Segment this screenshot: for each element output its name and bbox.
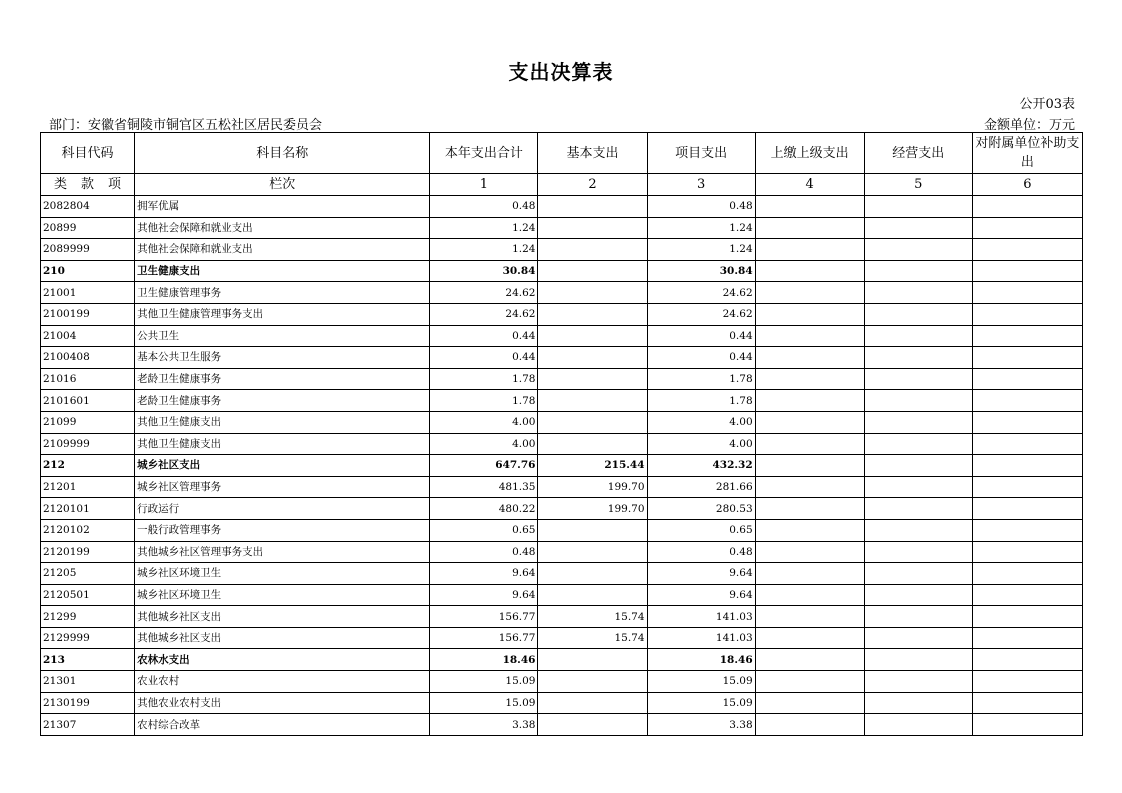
upper-cell — [755, 563, 864, 585]
name-cell: 其他卫生健康支出 — [135, 411, 430, 433]
basic-cell — [538, 239, 647, 261]
upper-cell — [755, 498, 864, 520]
upper-cell — [755, 649, 864, 671]
business-cell — [864, 303, 972, 325]
subsidy-cell — [972, 627, 1082, 649]
table-row — [41, 368, 1083, 390]
col-index-4: 4 — [755, 174, 864, 196]
code-cell: 2100408 — [41, 347, 135, 369]
name-cell: 一般行政管理事务 — [135, 519, 430, 541]
total-cell: 156.77 — [430, 627, 538, 649]
basic-cell — [538, 217, 647, 239]
project-cell: 1.24 — [647, 217, 755, 239]
basic-cell — [538, 368, 647, 390]
upper-cell — [755, 325, 864, 347]
table-row — [41, 433, 1083, 455]
upper-cell — [755, 303, 864, 325]
project-cell: 9.64 — [647, 563, 755, 585]
upper-cell — [755, 368, 864, 390]
form-number: 公开03表 — [1019, 97, 1075, 112]
business-cell — [864, 498, 972, 520]
subsidy-cell — [972, 455, 1082, 477]
business-cell — [864, 260, 972, 282]
code-cell: 20899 — [41, 217, 135, 239]
col-index-2: 2 — [538, 174, 647, 196]
subsidy-cell — [972, 196, 1082, 218]
col-index-3: 3 — [647, 174, 755, 196]
name-cell: 其他城乡社区支出 — [135, 627, 430, 649]
business-cell — [864, 692, 972, 714]
name-cell: 其他城乡社区支出 — [135, 606, 430, 628]
upper-cell — [755, 282, 864, 304]
table-row — [41, 476, 1083, 498]
name-cell: 行政运行 — [135, 498, 430, 520]
project-cell: 15.09 — [647, 671, 755, 693]
table-row — [41, 390, 1083, 412]
upper-cell — [755, 519, 864, 541]
table-row — [41, 411, 1083, 433]
subsidy-cell — [972, 649, 1082, 671]
name-cell: 老龄卫生健康事务 — [135, 390, 430, 412]
basic-cell: 15.74 — [538, 627, 647, 649]
name-cell: 其他社会保障和就业支出 — [135, 217, 430, 239]
kind-lei: 类 — [54, 176, 68, 192]
project-cell: 18.46 — [647, 649, 755, 671]
basic-cell — [538, 584, 647, 606]
table-row — [41, 584, 1083, 606]
business-cell — [864, 390, 972, 412]
subsidy-cell — [972, 368, 1082, 390]
department-label: 部门：安徽省铜陵市铜官区五松社区居民委员会 — [49, 118, 323, 133]
kind-cell — [41, 174, 135, 196]
header-upper: 上缴上级支出 — [755, 133, 864, 174]
code-cell: 2129999 — [41, 627, 135, 649]
total-cell: 24.62 — [430, 303, 538, 325]
upper-cell — [755, 433, 864, 455]
project-cell: 9.64 — [647, 584, 755, 606]
project-cell: 30.84 — [647, 260, 755, 282]
business-cell — [864, 196, 972, 218]
business-cell — [864, 325, 972, 347]
col-index-5: 5 — [864, 174, 972, 196]
upper-cell — [755, 411, 864, 433]
total-cell: 0.44 — [430, 325, 538, 347]
table-row — [41, 217, 1083, 239]
upper-cell — [755, 714, 864, 736]
project-cell: 141.03 — [647, 627, 755, 649]
lanci-label: 栏次 — [135, 174, 430, 196]
name-cell: 农村综合改革 — [135, 714, 430, 736]
basic-cell — [538, 519, 647, 541]
project-cell: 4.00 — [647, 411, 755, 433]
subsidy-cell — [972, 303, 1082, 325]
page-title: 支出决算表 — [508, 60, 614, 84]
total-cell: 0.44 — [430, 347, 538, 369]
upper-cell — [755, 455, 864, 477]
basic-cell — [538, 563, 647, 585]
table-row — [41, 671, 1083, 693]
upper-cell — [755, 217, 864, 239]
upper-cell — [755, 476, 864, 498]
business-cell — [864, 714, 972, 736]
subsidy-cell — [972, 217, 1082, 239]
code-cell: 2101601 — [41, 390, 135, 412]
subsidy-cell — [972, 325, 1082, 347]
basic-cell — [538, 303, 647, 325]
basic-cell — [538, 433, 647, 455]
code-cell: 212 — [41, 455, 135, 477]
header-business: 经营支出 — [864, 133, 972, 174]
upper-cell — [755, 692, 864, 714]
upper-cell — [755, 584, 864, 606]
header-project: 项目支出 — [647, 133, 755, 174]
header-name: 科目名称 — [135, 133, 430, 174]
basic-cell — [538, 282, 647, 304]
project-cell: 24.62 — [647, 303, 755, 325]
basic-cell — [538, 260, 647, 282]
table-row — [41, 541, 1083, 563]
upper-cell — [755, 196, 864, 218]
name-cell: 城乡社区环境卫生 — [135, 563, 430, 585]
name-cell: 其他卫生健康管理事务支出 — [135, 303, 430, 325]
total-cell: 15.09 — [430, 671, 538, 693]
upper-cell — [755, 260, 864, 282]
project-cell: 0.44 — [647, 325, 755, 347]
project-cell: 15.09 — [647, 692, 755, 714]
table-row — [41, 606, 1083, 628]
code-cell: 21001 — [41, 282, 135, 304]
business-cell — [864, 563, 972, 585]
business-cell — [864, 519, 972, 541]
business-cell — [864, 455, 972, 477]
total-cell: 4.00 — [430, 433, 538, 455]
project-cell: 1.78 — [647, 368, 755, 390]
table-row — [41, 347, 1083, 369]
name-cell: 其他农业农村支出 — [135, 692, 430, 714]
basic-cell: 199.70 — [538, 498, 647, 520]
name-cell: 卫生健康管理事务 — [135, 282, 430, 304]
code-cell: 2089999 — [41, 239, 135, 261]
total-cell: 156.77 — [430, 606, 538, 628]
project-cell: 1.78 — [647, 390, 755, 412]
project-cell: 1.24 — [647, 239, 755, 261]
project-cell: 0.48 — [647, 196, 755, 218]
project-cell: 141.03 — [647, 606, 755, 628]
col-index-1: 1 — [430, 174, 538, 196]
basic-cell — [538, 196, 647, 218]
business-cell — [864, 368, 972, 390]
table-row — [41, 325, 1083, 347]
basic-cell — [538, 347, 647, 369]
business-cell — [864, 627, 972, 649]
total-cell: 3.38 — [430, 714, 538, 736]
subsidy-cell — [972, 671, 1082, 693]
basic-cell — [538, 714, 647, 736]
project-cell: 24.62 — [647, 282, 755, 304]
code-cell: 21307 — [41, 714, 135, 736]
basic-cell: 215.44 — [538, 455, 647, 477]
expenditure-table — [40, 132, 1083, 736]
unit-label: 金额单位：万元 — [983, 118, 1075, 133]
name-cell: 公共卫生 — [135, 325, 430, 347]
table-row — [41, 519, 1083, 541]
table-row — [41, 260, 1083, 282]
table-row — [41, 498, 1083, 520]
total-cell: 1.24 — [430, 217, 538, 239]
table-row — [41, 692, 1083, 714]
code-cell: 21205 — [41, 563, 135, 585]
subsidy-cell — [972, 519, 1082, 541]
upper-cell — [755, 627, 864, 649]
business-cell — [864, 649, 972, 671]
header-total: 本年支出合计 — [430, 133, 538, 174]
code-cell: 2109999 — [41, 433, 135, 455]
subsidy-cell — [972, 390, 1082, 412]
table-row — [41, 455, 1083, 477]
subsidy-cell — [972, 411, 1082, 433]
basic-cell — [538, 649, 647, 671]
total-cell: 0.48 — [430, 541, 538, 563]
basic-cell — [538, 541, 647, 563]
code-cell: 2100199 — [41, 303, 135, 325]
business-cell — [864, 606, 972, 628]
basic-cell — [538, 671, 647, 693]
basic-cell — [538, 692, 647, 714]
name-cell: 城乡社区环境卫生 — [135, 584, 430, 606]
subsidy-cell — [972, 260, 1082, 282]
code-cell: 2120102 — [41, 519, 135, 541]
upper-cell — [755, 606, 864, 628]
project-cell: 280.53 — [647, 498, 755, 520]
business-cell — [864, 433, 972, 455]
code-cell: 2120199 — [41, 541, 135, 563]
basic-cell — [538, 325, 647, 347]
business-cell — [864, 476, 972, 498]
business-cell — [864, 411, 972, 433]
subsidy-cell — [972, 563, 1082, 585]
kind-xiang: 项 — [108, 176, 122, 192]
basic-cell: 15.74 — [538, 606, 647, 628]
total-cell: 1.78 — [430, 368, 538, 390]
subsidy-cell — [972, 541, 1082, 563]
total-cell: 24.62 — [430, 282, 538, 304]
project-cell: 281.66 — [647, 476, 755, 498]
basic-cell: 199.70 — [538, 476, 647, 498]
code-cell: 21016 — [41, 368, 135, 390]
header-subsidy: 对附属单位补助支出 — [972, 133, 1082, 174]
total-cell: 0.65 — [430, 519, 538, 541]
subsidy-cell — [972, 692, 1082, 714]
subsidy-cell — [972, 476, 1082, 498]
subsidy-cell — [972, 347, 1082, 369]
code-cell: 21004 — [41, 325, 135, 347]
table-row — [41, 563, 1083, 585]
subsidy-cell — [972, 239, 1082, 261]
total-cell: 18.46 — [430, 649, 538, 671]
code-cell: 213 — [41, 649, 135, 671]
name-cell: 拥军优属 — [135, 196, 430, 218]
project-cell: 0.44 — [647, 347, 755, 369]
project-cell: 432.32 — [647, 455, 755, 477]
name-cell: 城乡社区管理事务 — [135, 476, 430, 498]
header-code: 科目代码 — [41, 133, 135, 174]
header-row — [41, 133, 1083, 174]
table-row — [41, 649, 1083, 671]
table-row — [41, 282, 1083, 304]
table-row — [41, 303, 1083, 325]
total-cell: 15.09 — [430, 692, 538, 714]
subsidy-cell — [972, 584, 1082, 606]
code-cell: 210 — [41, 260, 135, 282]
upper-cell — [755, 239, 864, 261]
project-cell: 4.00 — [647, 433, 755, 455]
header-basic: 基本支出 — [538, 133, 647, 174]
total-cell: 647.76 — [430, 455, 538, 477]
upper-cell — [755, 390, 864, 412]
code-cell: 2120101 — [41, 498, 135, 520]
code-cell: 21301 — [41, 671, 135, 693]
subsidy-cell — [972, 606, 1082, 628]
project-cell: 3.38 — [647, 714, 755, 736]
name-cell: 老龄卫生健康事务 — [135, 368, 430, 390]
upper-cell — [755, 671, 864, 693]
business-cell — [864, 671, 972, 693]
code-cell: 2120501 — [41, 584, 135, 606]
code-cell: 21299 — [41, 606, 135, 628]
subsidy-cell — [972, 282, 1082, 304]
subsidy-cell — [972, 498, 1082, 520]
business-cell — [864, 584, 972, 606]
upper-cell — [755, 541, 864, 563]
total-cell: 1.24 — [430, 239, 538, 261]
total-cell: 30.84 — [430, 260, 538, 282]
table-row — [41, 714, 1083, 736]
total-cell: 480.22 — [430, 498, 538, 520]
business-cell — [864, 282, 972, 304]
name-cell: 其他城乡社区管理事务支出 — [135, 541, 430, 563]
total-cell: 4.00 — [430, 411, 538, 433]
upper-cell — [755, 347, 864, 369]
total-cell: 1.78 — [430, 390, 538, 412]
total-cell: 9.64 — [430, 563, 538, 585]
table-row — [41, 239, 1083, 261]
name-cell: 农业农村 — [135, 671, 430, 693]
name-cell: 其他社会保障和就业支出 — [135, 239, 430, 261]
name-cell: 城乡社区支出 — [135, 455, 430, 477]
business-cell — [864, 239, 972, 261]
total-cell: 481.35 — [430, 476, 538, 498]
total-cell: 0.48 — [430, 196, 538, 218]
business-cell — [864, 541, 972, 563]
code-cell: 2082804 — [41, 196, 135, 218]
total-cell: 9.64 — [430, 584, 538, 606]
table-row — [41, 196, 1083, 218]
project-cell: 0.48 — [647, 541, 755, 563]
code-cell: 2130199 — [41, 692, 135, 714]
column-index-row — [41, 174, 1083, 196]
subsidy-cell — [972, 433, 1082, 455]
name-cell: 基本公共卫生服务 — [135, 347, 430, 369]
name-cell: 其他卫生健康支出 — [135, 433, 430, 455]
kind-kuan: 款 — [81, 176, 95, 192]
name-cell: 农林水支出 — [135, 649, 430, 671]
business-cell — [864, 347, 972, 369]
table-row — [41, 627, 1083, 649]
name-cell: 卫生健康支出 — [135, 260, 430, 282]
code-cell: 21099 — [41, 411, 135, 433]
col-index-6: 6 — [972, 174, 1082, 196]
code-cell: 21201 — [41, 476, 135, 498]
project-cell: 0.65 — [647, 519, 755, 541]
basic-cell — [538, 411, 647, 433]
basic-cell — [538, 390, 647, 412]
business-cell — [864, 217, 972, 239]
subsidy-cell — [972, 714, 1082, 736]
